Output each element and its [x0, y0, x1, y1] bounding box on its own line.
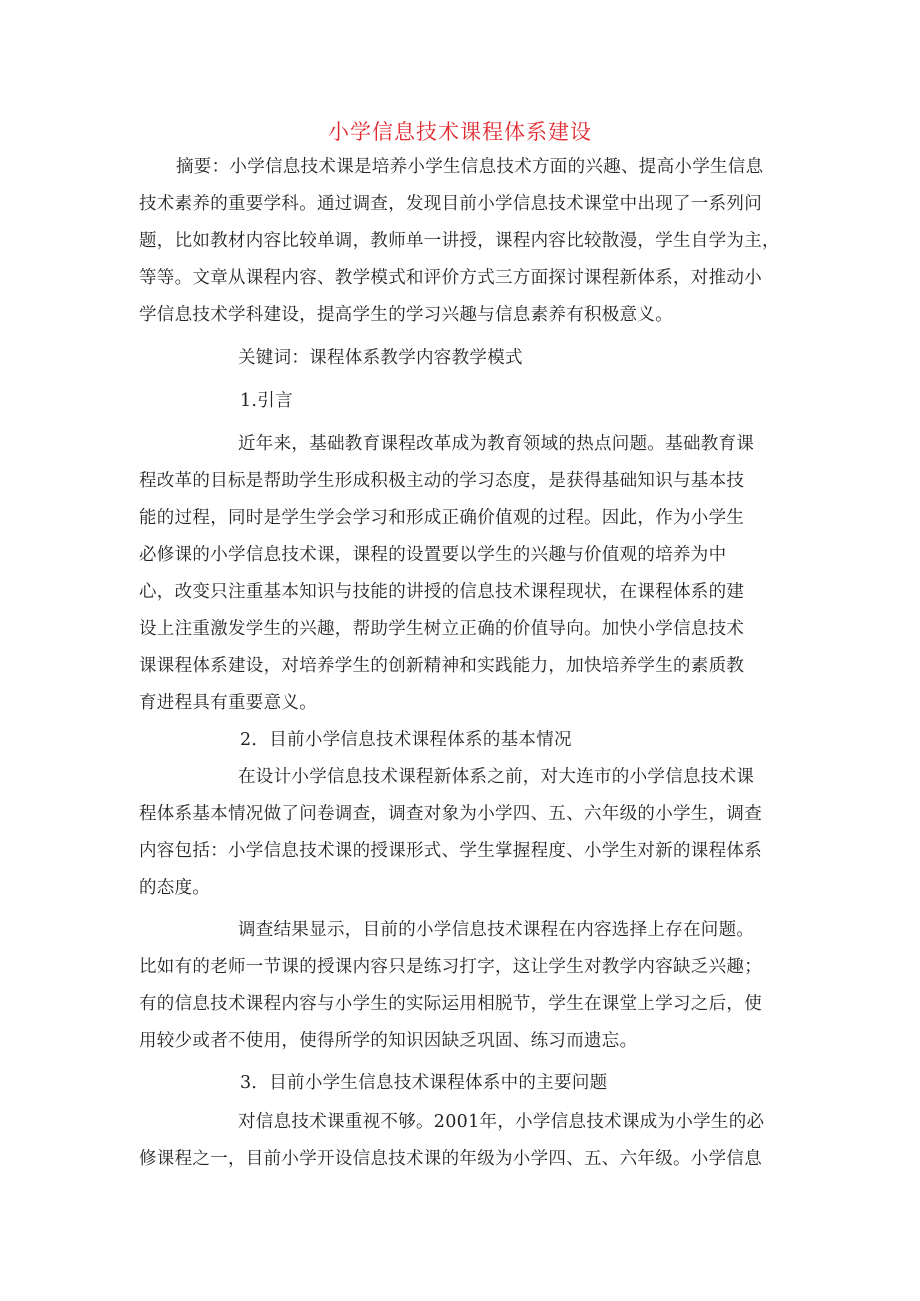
section3-heading: 3．目前小学生信息技术课程体系中的主要问题 [240, 1073, 608, 1093]
paragraph-line: 必修课的小学信息技术课，课程的设置要以学生的兴趣与价值观的培养为中 [139, 545, 727, 565]
paragraph-line: 课课程体系建设，对培养学生的创新精神和实践能力，加快培养学生的素质教 [139, 656, 745, 676]
paragraph-line: 对信息技术课重视不够。2001年，小学信息技术课成为小学生的必 [238, 1112, 765, 1132]
abstract-line: 技术素养的重要学科。通过调查，发现目前小学信息技术课堂中出现了一系列问 [139, 194, 762, 214]
paragraph-line: 能的过程，同时是学生学会学习和形成正确价值观的过程。因此，作为小学生 [139, 508, 745, 528]
paragraph-line: 在设计小学信息技术课程新体系之前，对大连市的小学信息技术课 [238, 767, 755, 787]
paragraph-line: 比如有的老师一节课的授课内容只是练习打字，这让学生对教学内容缺乏兴趣； [139, 957, 762, 977]
paragraph-line: 内容包括：小学信息技术课的授课形式、学生掌握程度、小学生对新的课程体系 [139, 841, 762, 861]
paragraph-line: 育进程具有重要意义。 [139, 693, 317, 713]
abstract-line: 等等。文章从课程内容、教学模式和评价方式三方面探讨课程新体系，对推动小 [139, 268, 762, 288]
paragraph-line: 程改革的目标是帮助学生形成积极主动的学习态度，是获得基础知识与基本技 [139, 471, 745, 491]
abstract-line: 摘要：小学信息技术课是培养小学生信息技术方面的兴趣、提高小学生信息 [176, 157, 764, 177]
paragraph-line: 近年来，基础教育课程改革成为教育领域的热点问题。基础教育课 [238, 434, 755, 454]
document-title: 小学信息技术课程体系建设 [328, 120, 592, 144]
paragraph-line: 的态度。 [139, 878, 211, 898]
section1-heading: 1.引言 [240, 391, 293, 411]
abstract-line: 学信息技术学科建设，提高学生的学习兴趣与信息素养有积极意义。 [139, 305, 673, 325]
abstract-line: 题，比如教材内容比较单调，教师单一讲授，课程内容比较散漫，学生自学为主， [139, 231, 780, 251]
paragraph-line: 心，改变只注重基本知识与技能的讲授的信息技术课程现状，在课程体系的建 [139, 582, 745, 602]
section2-heading: 2．目前小学信息技术课程体系的基本情况 [240, 730, 572, 750]
paragraph-line: 修课程之一，目前小学开设信息技术课的年级为小学四、五、六年级。小学信息 [139, 1149, 762, 1169]
keywords: 关键词：课程体系教学内容教学模式 [238, 348, 523, 368]
paragraph-line: 调查结果显示，目前的小学信息技术课程在内容选择上存在问题。 [238, 920, 755, 940]
paragraph-line: 设上注重激发学生的兴趣，帮助学生树立正确的价值导向。加快小学信息技术 [139, 619, 745, 639]
paragraph-line: 程体系基本情况做了问卷调查，调查对象为小学四、五、六年级的小学生，调查 [139, 804, 762, 824]
paragraph-line: 有的信息技术课程内容与小学生的实际运用相脱节，学生在课堂上学习之后，使 [139, 994, 762, 1014]
paragraph-line: 用较少或者不使用，使得所学的知识因缺乏巩固、练习而遗忘。 [139, 1031, 638, 1051]
